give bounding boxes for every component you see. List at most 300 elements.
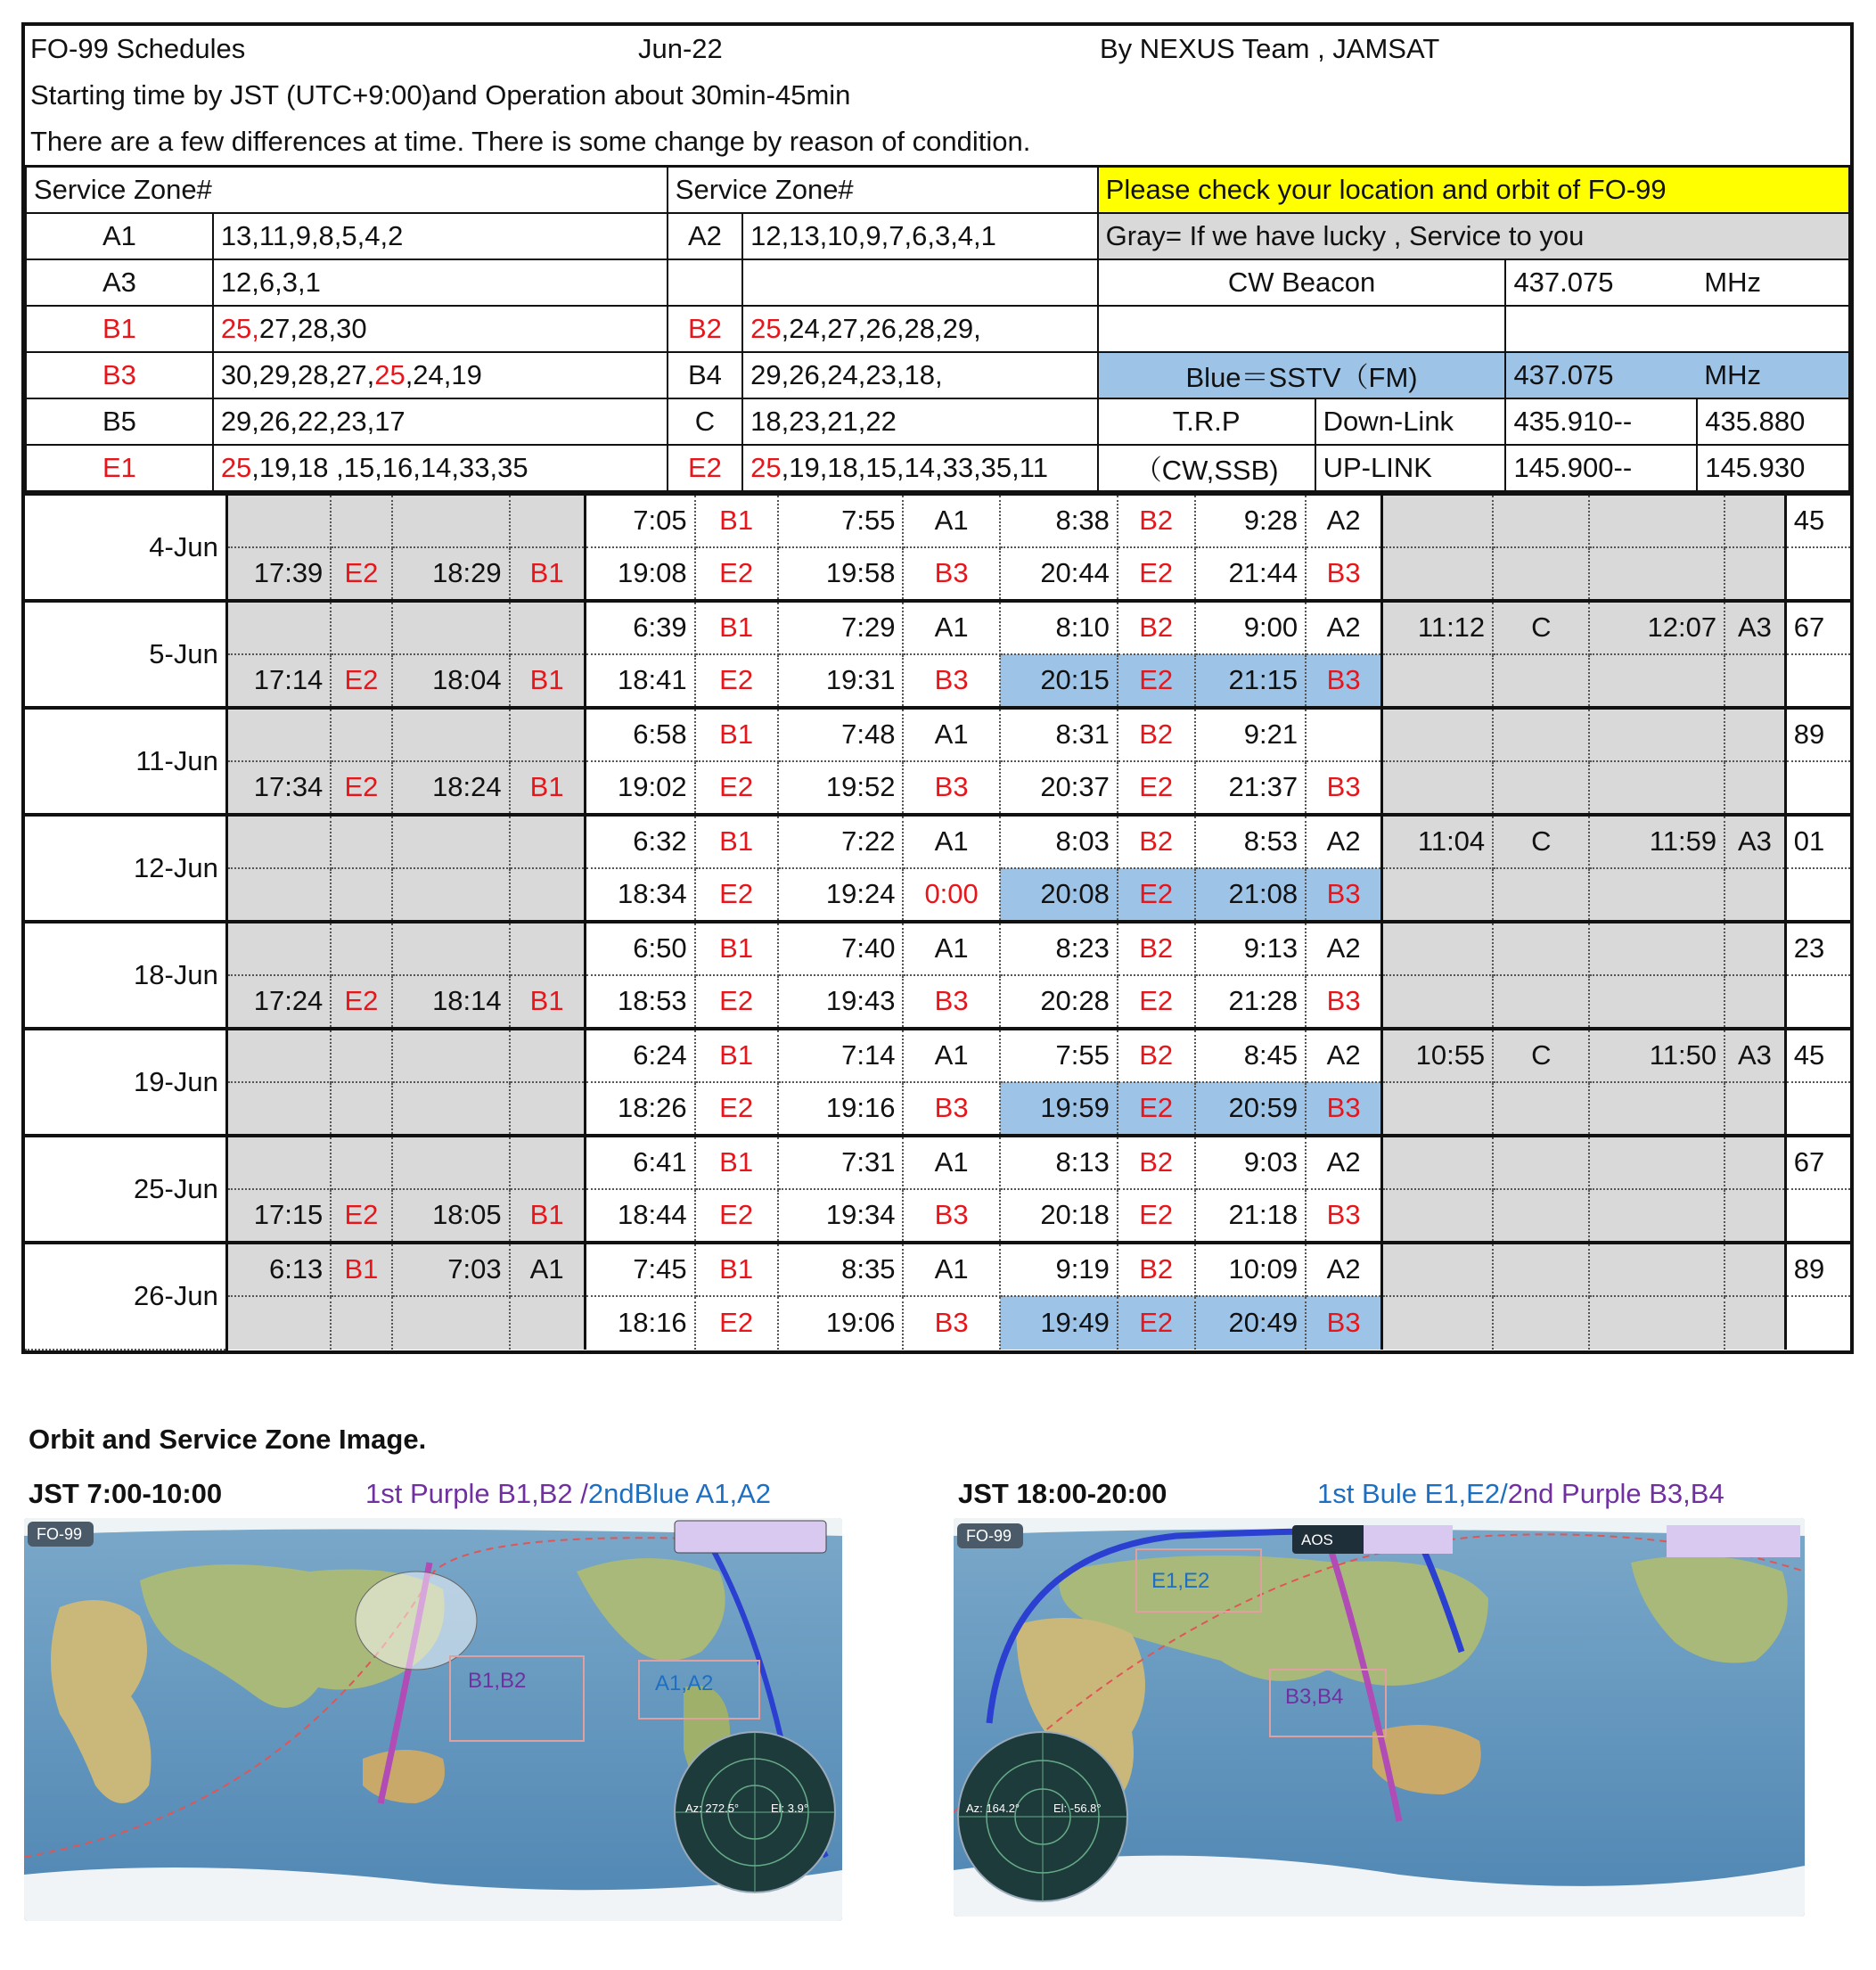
pass-time: 8:38 <box>1000 494 1118 547</box>
pass-time: 6:32 <box>585 815 694 868</box>
downlink-label: Down-Link <box>1315 398 1506 445</box>
radar-widget <box>958 1732 1127 1901</box>
pass-zone: E2 <box>695 1296 778 1350</box>
zone-list: 13,11,9,8,5,4,2 <box>213 213 668 259</box>
pass-time: 17:15 <box>226 1189 331 1243</box>
pass-zone <box>510 494 585 547</box>
pass-time: 18:05 <box>392 1189 510 1243</box>
schedule-row <box>25 1243 1850 1296</box>
pass-zone <box>1724 1243 1785 1296</box>
pass-time <box>392 601 510 654</box>
sat-tag-text: FO-99 <box>966 1527 1012 1545</box>
legend-purple-text: 1st Purple B1,B2 / <box>365 1478 588 1509</box>
pass-zone <box>1724 547 1785 601</box>
cw-beacon-unit: MHz <box>1697 259 1849 306</box>
pass-zone <box>1493 494 1589 547</box>
zone-heading-left: Service Zone# <box>26 167 668 213</box>
zone-list: 18,23,21,22 <box>742 398 1098 445</box>
pass-zone <box>1493 1082 1589 1136</box>
pass-zone: B3 <box>903 1082 999 1136</box>
zone-list: 12,13,10,9,7,6,3,4,1 <box>742 213 1098 259</box>
pass-zone: B1 <box>695 1243 778 1296</box>
right-map-legend <box>1317 1478 1724 1510</box>
schedule-date: 12-Jun <box>25 815 226 922</box>
pass-note <box>1785 1296 1850 1350</box>
pass-zone <box>331 1136 391 1189</box>
pass-zone: E2 <box>331 975 391 1029</box>
pass-time <box>1382 1082 1494 1136</box>
pass-time: 18:44 <box>585 1189 694 1243</box>
pass-zone <box>1724 494 1785 547</box>
pass-zone: B3 <box>903 1189 999 1243</box>
zone-heading-row <box>26 167 1849 213</box>
pass-time: 7:29 <box>778 601 904 654</box>
zone-list: 29,26,24,23,18, <box>742 352 1098 398</box>
pass-time: 11:12 <box>1382 601 1494 654</box>
pass-zone <box>331 1082 391 1136</box>
pass-time: 6:50 <box>585 922 694 975</box>
sat-tag-text: FO-99 <box>37 1525 83 1543</box>
pass-time: 7:55 <box>1000 1029 1118 1082</box>
pass-time <box>392 494 510 547</box>
pass-zone: B3 <box>1306 761 1382 815</box>
pass-time: 19:08 <box>585 547 694 601</box>
aos-text: AOS <box>1301 1531 1333 1548</box>
pass-time <box>226 708 331 761</box>
zone-row <box>26 398 1849 445</box>
uplink-freq-a: 145.900-- <box>1505 445 1697 491</box>
sstv-freq: 437.075 <box>1505 352 1697 398</box>
pass-zone <box>510 1082 585 1136</box>
pass-zone: B3 <box>1306 547 1382 601</box>
pass-zone: E2 <box>1118 654 1195 708</box>
pass-zone: B3 <box>1306 1189 1382 1243</box>
pass-time <box>1589 761 1724 815</box>
pass-zone <box>510 922 585 975</box>
zone-highlight: 25 <box>220 451 252 483</box>
pass-time: 9:00 <box>1195 601 1307 654</box>
pass-time: 19:34 <box>778 1189 904 1243</box>
pass-zone: A1 <box>903 708 999 761</box>
pass-time: 12:07 <box>1589 601 1724 654</box>
schedule-row <box>25 1082 1850 1136</box>
schedule-date: 25-Jun <box>25 1136 226 1243</box>
pass-time <box>1382 975 1494 1029</box>
pass-zone: A2 <box>1306 922 1382 975</box>
pass-zone <box>510 815 585 868</box>
orbit-section-title: Orbit and Service Zone Image. <box>29 1424 427 1455</box>
pass-zone <box>331 1296 391 1350</box>
pass-time <box>1382 1296 1494 1350</box>
pass-zone: E2 <box>1118 761 1195 815</box>
pass-time: 7:40 <box>778 922 904 975</box>
pass-time: 19:43 <box>778 975 904 1029</box>
pass-zone: A2 <box>1306 494 1382 547</box>
pass-time <box>1382 1189 1494 1243</box>
pass-time: 10:09 <box>1195 1243 1307 1296</box>
pass-zone <box>510 708 585 761</box>
pass-time: 8:10 <box>1000 601 1118 654</box>
note-row-1 <box>25 72 1850 119</box>
pass-time <box>392 1296 510 1350</box>
pass-zone <box>1493 1189 1589 1243</box>
pass-time: 20:37 <box>1000 761 1118 815</box>
pass-zone: A1 <box>903 815 999 868</box>
pass-zone <box>1724 975 1785 1029</box>
pass-zone <box>1493 868 1589 922</box>
pass-time <box>226 601 331 654</box>
pass-note: 67 <box>1785 1136 1850 1189</box>
pass-time: 21:37 <box>1195 761 1307 815</box>
pass-zone: E2 <box>331 547 391 601</box>
pass-time <box>1382 1136 1494 1189</box>
pass-time: 17:14 <box>226 654 331 708</box>
pass-zone: A3 <box>1724 601 1785 654</box>
pass-zone: B1 <box>695 494 778 547</box>
pass-note <box>1785 975 1850 1029</box>
zone-highlight: 25 <box>750 451 782 483</box>
pass-zone: B1 <box>510 1189 585 1243</box>
pass-note <box>1785 868 1850 922</box>
pass-time <box>1589 868 1724 922</box>
pass-time: 18:04 <box>392 654 510 708</box>
right-map-time: JST 18:00-20:00 <box>958 1478 1167 1509</box>
pass-time: 18:53 <box>585 975 694 1029</box>
pass-note: 89 <box>1785 708 1850 761</box>
pass-time: 19:24 <box>778 868 904 922</box>
pass-time: 18:29 <box>392 547 510 601</box>
pass-time <box>392 1029 510 1082</box>
author-label: By NEXUS Team , JAMSAT <box>1100 33 1440 64</box>
pass-time <box>226 1029 331 1082</box>
pass-zone <box>510 868 585 922</box>
pass-zone: A1 <box>903 494 999 547</box>
radar-azimuth: Az: 272.5° <box>685 1802 740 1815</box>
zone-code: B3 <box>26 352 213 398</box>
pass-zone <box>1724 1189 1785 1243</box>
pass-time <box>1589 922 1724 975</box>
pass-time: 20:44 <box>1000 547 1118 601</box>
pass-time: 21:44 <box>1195 547 1307 601</box>
pass-zone: B2 <box>1118 708 1195 761</box>
pass-zone: B1 <box>695 922 778 975</box>
zone-row <box>26 213 1849 259</box>
pass-time: 18:41 <box>585 654 694 708</box>
pass-zone <box>1724 761 1785 815</box>
pass-zone: B2 <box>1118 1243 1195 1296</box>
zone-list: 29,26,22,23,17 <box>213 398 668 445</box>
schedule-row <box>25 1136 1850 1189</box>
pass-zone: E2 <box>695 761 778 815</box>
schedule-date: 26-Jun <box>25 1243 226 1350</box>
pass-time <box>1589 708 1724 761</box>
empty-cell <box>1505 306 1849 352</box>
pass-time <box>1589 547 1724 601</box>
uplink-freq-b: 145.930 <box>1697 445 1849 491</box>
schedule-row <box>25 868 1850 922</box>
pass-time: 7:55 <box>778 494 904 547</box>
pass-zone: A1 <box>903 922 999 975</box>
pass-zone <box>1493 1296 1589 1350</box>
zone-rest: ,19,18,15,14,33,35,11 <box>781 451 1048 483</box>
pass-zone: A2 <box>1306 1029 1382 1082</box>
pass-time: 20:59 <box>1195 1082 1307 1136</box>
footprint <box>356 1572 477 1670</box>
pass-time: 18:34 <box>585 868 694 922</box>
pass-time <box>392 1082 510 1136</box>
pass-time <box>1382 922 1494 975</box>
radar-elevation: El: 3.9° <box>771 1802 809 1815</box>
trp-modes: （CW,SSB) <box>1098 445 1315 491</box>
pass-zone: A1 <box>903 1029 999 1082</box>
pass-time: 8:13 <box>1000 1136 1118 1189</box>
pass-zone: A2 <box>1306 1136 1382 1189</box>
pass-zone: E2 <box>695 547 778 601</box>
zone-row <box>26 445 1849 491</box>
zone-table <box>25 165 1850 492</box>
condition-note: There are a few differences at time. There is some change by reason of condition. <box>30 126 1031 157</box>
pass-time: 9:19 <box>1000 1243 1118 1296</box>
pass-time <box>392 1136 510 1189</box>
pass-time <box>226 1136 331 1189</box>
zone-code <box>668 259 742 306</box>
sstv-unit: MHz <box>1697 352 1849 398</box>
zone-rest: ,24,27,26,28,29, <box>781 312 981 344</box>
pass-zone: C <box>1493 1029 1589 1082</box>
pass-time: 6:24 <box>585 1029 694 1082</box>
pass-zone: C <box>1493 601 1589 654</box>
pass-note: 45 <box>1785 494 1850 547</box>
pass-zone: A1 <box>903 1136 999 1189</box>
pass-zone: A1 <box>903 1243 999 1296</box>
pass-zone: E2 <box>1118 547 1195 601</box>
pass-zone: B1 <box>510 761 585 815</box>
pass-zone <box>1724 1296 1785 1350</box>
zone-rest: 30,29,28,27, <box>220 358 375 390</box>
pass-zone <box>331 601 391 654</box>
legend-blue-text: 2ndBlue A1,A2 <box>587 1478 771 1509</box>
pass-zone: B2 <box>1118 1136 1195 1189</box>
pass-time <box>1589 494 1724 547</box>
schedule-sheet <box>21 22 1854 1354</box>
pass-time <box>226 1296 331 1350</box>
pass-zone: E2 <box>695 868 778 922</box>
zone-list <box>213 352 668 398</box>
pass-zone <box>1724 708 1785 761</box>
pass-zone: A3 <box>1724 1029 1785 1082</box>
pass-time: 9:28 <box>1195 494 1307 547</box>
zone-row <box>26 259 1849 306</box>
pass-time: 20:49 <box>1195 1296 1307 1350</box>
pass-zone: B1 <box>510 654 585 708</box>
pass-time: 19:49 <box>1000 1296 1118 1350</box>
pass-zone: B2 <box>1118 1029 1195 1082</box>
pass-time: 8:53 <box>1195 815 1307 868</box>
pass-time: 8:45 <box>1195 1029 1307 1082</box>
pass-zone: B3 <box>903 1296 999 1350</box>
pass-time <box>1589 1082 1724 1136</box>
pass-note: 89 <box>1785 1243 1850 1296</box>
schedule-row <box>25 761 1850 815</box>
pass-time: 19:16 <box>778 1082 904 1136</box>
pass-time: 21:18 <box>1195 1189 1307 1243</box>
pass-time: 8:31 <box>1000 708 1118 761</box>
pass-zone: E2 <box>695 654 778 708</box>
pass-zone: E2 <box>331 761 391 815</box>
pass-zone: E2 <box>695 975 778 1029</box>
pass-zone <box>331 922 391 975</box>
pass-time: 8:35 <box>778 1243 904 1296</box>
zone-list <box>742 259 1098 306</box>
zone-code: B5 <box>26 398 213 445</box>
orbit-map-morning <box>24 1518 842 1921</box>
pass-zone: A1 <box>903 601 999 654</box>
pass-time: 19:02 <box>585 761 694 815</box>
pass-time: 21:08 <box>1195 868 1307 922</box>
location-notice: Please check your location and orbit of FO-99 <box>1098 167 1849 213</box>
pass-time <box>1589 1136 1724 1189</box>
zone-code: E1 <box>26 445 213 491</box>
schedule-date: 11-Jun <box>25 708 226 815</box>
schedule-row <box>25 815 1850 868</box>
pass-zone: B1 <box>695 1136 778 1189</box>
pass-time: 21:28 <box>1195 975 1307 1029</box>
legend-purple-text: 2nd Purple B3,B4 <box>1507 1478 1724 1509</box>
note-row-2 <box>25 119 1850 165</box>
sheet-title: FO-99 Schedules <box>30 33 246 64</box>
pass-zone <box>510 1136 585 1189</box>
pass-note <box>1785 654 1850 708</box>
pass-time <box>1382 761 1494 815</box>
pass-note <box>1785 761 1850 815</box>
pass-zone <box>1493 1243 1589 1296</box>
pass-zone <box>331 868 391 922</box>
pass-zone: E2 <box>695 1082 778 1136</box>
zone-code: A1 <box>26 213 213 259</box>
zone-label-b1b2: B1,B2 <box>468 1669 527 1693</box>
pass-time: 17:34 <box>226 761 331 815</box>
pass-time <box>1589 975 1724 1029</box>
zone-list <box>213 306 668 352</box>
pass-zone: E2 <box>1118 1296 1195 1350</box>
schedule-row <box>25 547 1850 601</box>
pass-time <box>1382 1243 1494 1296</box>
pass-zone: B3 <box>1306 1296 1382 1350</box>
pass-time <box>1382 708 1494 761</box>
zone-highlight: 25 <box>750 312 782 344</box>
info-panel <box>1667 1525 1800 1557</box>
pass-time <box>1382 868 1494 922</box>
left-map-time: JST 7:00-10:00 <box>29 1478 223 1509</box>
pass-time: 11:59 <box>1589 815 1724 868</box>
pass-time: 17:39 <box>226 547 331 601</box>
pass-time: 6:58 <box>585 708 694 761</box>
pass-time <box>226 868 331 922</box>
pass-time <box>1589 1243 1724 1296</box>
pass-time: 7:03 <box>392 1243 510 1296</box>
zone-rest: ,24,19 <box>405 358 482 390</box>
pass-zone: B3 <box>1306 868 1382 922</box>
pass-time <box>226 1082 331 1136</box>
pass-zone: B1 <box>695 601 778 654</box>
zone-code: A2 <box>668 213 742 259</box>
zone-label-e1e2: E1,E2 <box>1151 1569 1210 1593</box>
pass-zone <box>331 815 391 868</box>
pass-time: 9:13 <box>1195 922 1307 975</box>
pass-time <box>1382 654 1494 708</box>
pass-time: 8:23 <box>1000 922 1118 975</box>
pass-zone: B3 <box>903 547 999 601</box>
legend-blue-text: 1st Bule E1,E2/ <box>1317 1478 1508 1509</box>
zone-row <box>26 352 1849 398</box>
pass-zone <box>1493 922 1589 975</box>
cw-beacon-freq: 437.075 <box>1505 259 1697 306</box>
zone-heading-mid: Service Zone# <box>668 167 1098 213</box>
pass-note: 01 <box>1785 815 1850 868</box>
pass-zone <box>1493 975 1589 1029</box>
pass-time: 21:15 <box>1195 654 1307 708</box>
schedule-row <box>25 1029 1850 1082</box>
pass-time <box>392 815 510 868</box>
pass-time: 18:26 <box>585 1082 694 1136</box>
pass-zone: A2 <box>1306 601 1382 654</box>
pass-zone: 0:00 <box>903 868 999 922</box>
pass-time <box>226 815 331 868</box>
pass-zone: E2 <box>331 1189 391 1243</box>
pass-time: 18:14 <box>392 975 510 1029</box>
pass-time: 18:24 <box>392 761 510 815</box>
pass-time: 11:50 <box>1589 1029 1724 1082</box>
pass-time: 7:14 <box>778 1029 904 1082</box>
pass-time: 19:58 <box>778 547 904 601</box>
zone-code: B4 <box>668 352 742 398</box>
pass-time <box>392 922 510 975</box>
pass-time: 18:16 <box>585 1296 694 1350</box>
radar-azimuth: Az: 164.2° <box>966 1802 1020 1815</box>
radar-widget <box>675 1732 835 1892</box>
schedule-row <box>25 601 1850 654</box>
pass-zone <box>1724 922 1785 975</box>
pass-zone <box>1724 868 1785 922</box>
pass-zone: B2 <box>1118 494 1195 547</box>
pass-zone: E2 <box>695 1189 778 1243</box>
pass-zone: B3 <box>903 761 999 815</box>
pass-zone: A2 <box>1306 815 1382 868</box>
pass-time <box>1382 494 1494 547</box>
pass-schedule-table <box>25 492 1850 1350</box>
schedule-date: 18-Jun <box>25 922 226 1029</box>
left-map-legend <box>365 1478 771 1510</box>
empty-cell <box>1098 306 1506 352</box>
pass-note: 23 <box>1785 922 1850 975</box>
orbit-map-evening <box>954 1518 1805 1917</box>
schedule-date: 19-Jun <box>25 1029 226 1136</box>
aos-panel-fill <box>1364 1525 1453 1554</box>
zone-row <box>26 306 1849 352</box>
operation-note: Starting time by JST (UTC+9:00)and Operation about 30min-45min <box>30 79 851 111</box>
zone-list <box>213 445 668 491</box>
pass-time <box>392 868 510 922</box>
pass-zone: C <box>1493 815 1589 868</box>
pass-time: 8:03 <box>1000 815 1118 868</box>
pass-time: 10:55 <box>1382 1029 1494 1082</box>
pass-zone <box>331 1029 391 1082</box>
pass-time: 20:08 <box>1000 868 1118 922</box>
pass-zone: B1 <box>510 975 585 1029</box>
pass-note: 67 <box>1785 601 1850 654</box>
pass-zone: B2 <box>1118 601 1195 654</box>
pass-zone: E2 <box>1118 1082 1195 1136</box>
